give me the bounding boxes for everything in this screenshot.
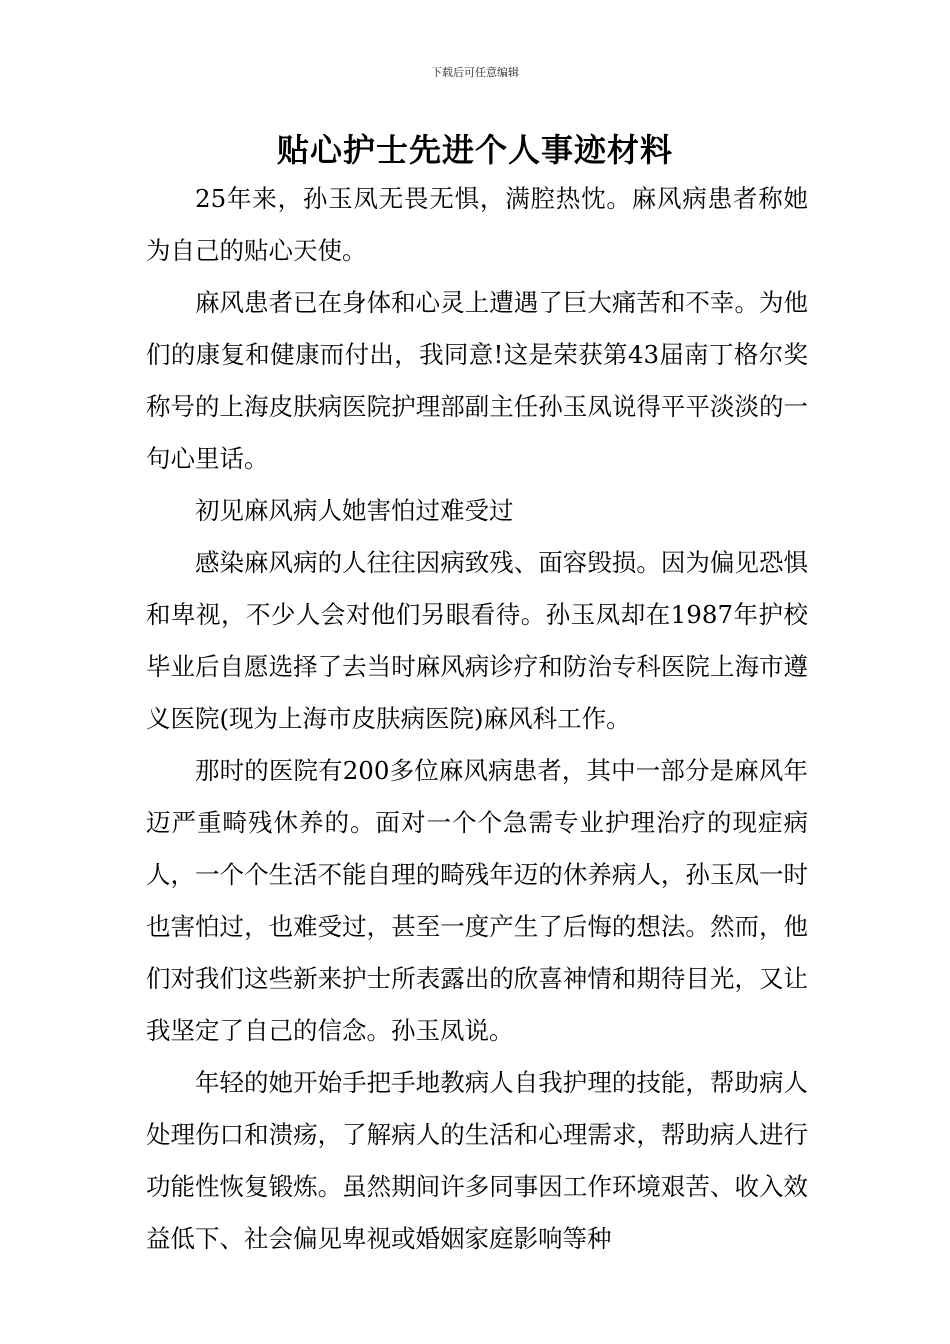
section-subheading: 初见麻风病人她害怕过难受过	[195, 496, 514, 525]
paragraph-quote: 麻风患者已在身体和心灵上遭遇了巨大痛苦和不幸。为他们的康复和健康而付出，我同意!这是荣获第43届南丁格尔奖称号的上海皮肤病医院护理部副主任孙玉凤说得平平淡淡的一句心里话。	[146, 288, 808, 473]
paragraph-early-days: 那时的医院有200多位麻风病患者，其中一部分是麻风年迈严重畸残休养的。面对一个个急需专业护理治疗的现症病人，一个个生活不能自理的畸残年迈的休养病人，孙玉凤一时也害怕过，也难受过，甚至一度产生了后悔的想法。然而，他们对我们这些新来护士所表露出的欣喜神情和期待目光，又让我坚定了自己的信念。孙玉凤说。	[146, 756, 808, 1045]
paragraph-career-start: 感染麻风病的人往往因病致残、面容毁损。因为偏见恐惧和卑视，不少人会对他们另眼看待。孙玉凤却在1987年护校毕业后自愿选择了去当时麻风病诊疗和防治专科医院上海市遵义医院(现为上海市皮肤病医院)麻风科工作。	[146, 548, 808, 733]
paragraph-nursing-care: 年轻的她开始手把手地教病人自我护理的技能，帮助病人处理伤口和溃疡，了解病人的生活和心理需求，帮助病人进行功能性恢复锻炼。虽然期间许多同事因工作环境艰苦、收入效益低下、社会偏见卑视或婚姻家庭影响等种	[146, 1068, 808, 1253]
page-title: 贴心护士先进个人事迹材料	[276, 131, 673, 169]
paragraph-intro: 25年来，孙玉凤无畏无惧，满腔热忱。麻风病患者称她为自己的贴心天使。	[146, 184, 808, 265]
header-note: 下载后可任意编辑	[431, 66, 519, 79]
document-body	[146, 173, 808, 1265]
